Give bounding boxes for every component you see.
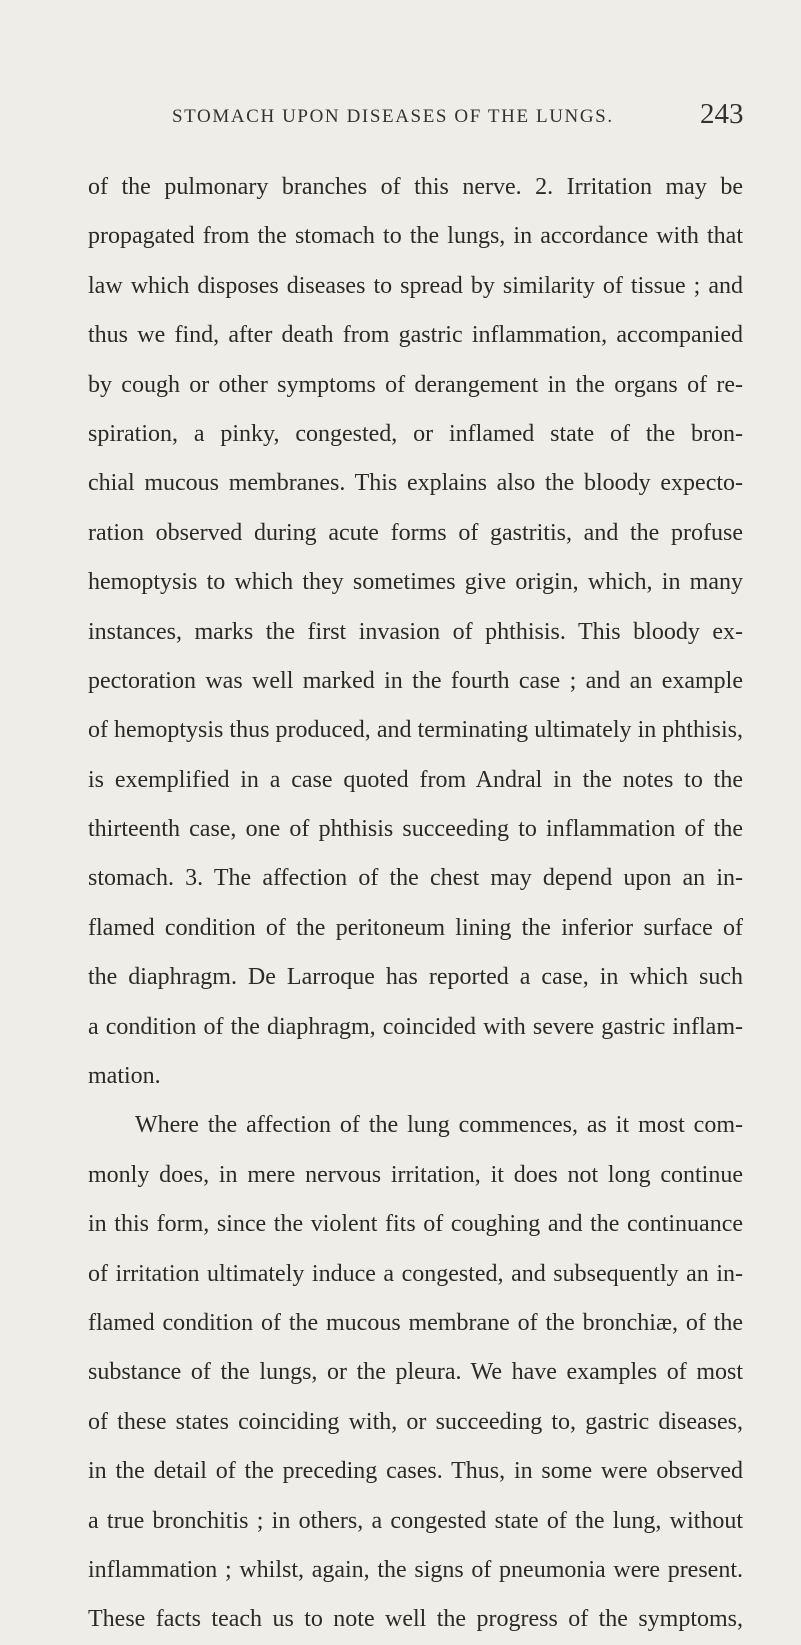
text-line: propagated from the stomach to the lungs, in accordance with that [88, 223, 743, 250]
page-number: 243 [700, 98, 744, 130]
text-line: the diaphragm. De Larroque has reported a case, in which such [88, 964, 743, 991]
text-line: thus we find, after death from gastric inflammation, accompanied [88, 322, 743, 349]
text-line: law which disposes diseases to spread by similarity of tissue ; and [88, 272, 743, 299]
text-line: instances, marks the first invasion of phthisis. This bloody ex- [88, 618, 743, 645]
paragraph-start-line: Where the affection of the lung commences, as it most com- [135, 1112, 743, 1139]
text-line: a condition of the diaphragm, coincided with severe gastric inflam- [88, 1013, 743, 1040]
text-line: spiration, a pinky, congested, or inflamed state of the bron- [88, 420, 743, 447]
text-line: monly does, in mere nervous irritation, it does not long continue [88, 1161, 743, 1188]
text-line: thirteenth case, one of phthisis succeeding to inflammation of the [88, 816, 743, 843]
text-line: pectoration was well marked in the fourth case ; and an example [88, 667, 743, 694]
paragraph-end-line: mation. [88, 1063, 161, 1090]
text-line: of the pulmonary branches of this nerve. 2. Irritation may be [88, 174, 743, 200]
text-line: of these states coinciding with, or succeeding to, gastric diseases, [88, 1408, 743, 1435]
text-line: a true bronchitis ; in others, a congested state of the lung, without [88, 1507, 743, 1534]
text-line: hemoptysis to which they sometimes give origin, which, in many [88, 569, 743, 596]
text-line: is exemplified in a case quoted from Andral in the notes to the [88, 766, 743, 793]
text-line: of hemoptysis thus produced, and terminating ultimately in phthisis, [88, 717, 743, 744]
text-line: inflammation ; whilst, again, the signs of pneumonia were present. [88, 1556, 743, 1583]
text-line: These facts teach us to note well the progress of the symptoms, [88, 1606, 743, 1633]
text-line: ration observed during acute forms of gastritis, and the profuse [88, 519, 743, 546]
text-line: flamed condition of the peritoneum lining the inferior surface of [88, 914, 743, 941]
text-line: of irritation ultimately induce a congested, and subsequently an in- [88, 1260, 743, 1287]
text-line: substance of the lungs, or the pleura. We have examples of most [88, 1359, 743, 1386]
running-title: STOMACH UPON DISEASES OF THE LUNGS. [172, 106, 614, 127]
text-line: stomach. 3. The affection of the chest may depend upon an in- [88, 865, 743, 892]
body-text [88, 163, 743, 1645]
text-line: chial mucous membranes. This explains also the bloody expecto- [88, 470, 743, 497]
text-line: by cough or other symptoms of derangement in the organs of re- [88, 371, 743, 398]
text-line: in this form, since the violent fits of coughing and the continuance [88, 1211, 743, 1238]
text-line: flamed condition of the mucous membrane of the bronchiæ, of the [88, 1309, 743, 1336]
text-line: in the detail of the preceding cases. Thus, in some were observed [88, 1458, 743, 1485]
